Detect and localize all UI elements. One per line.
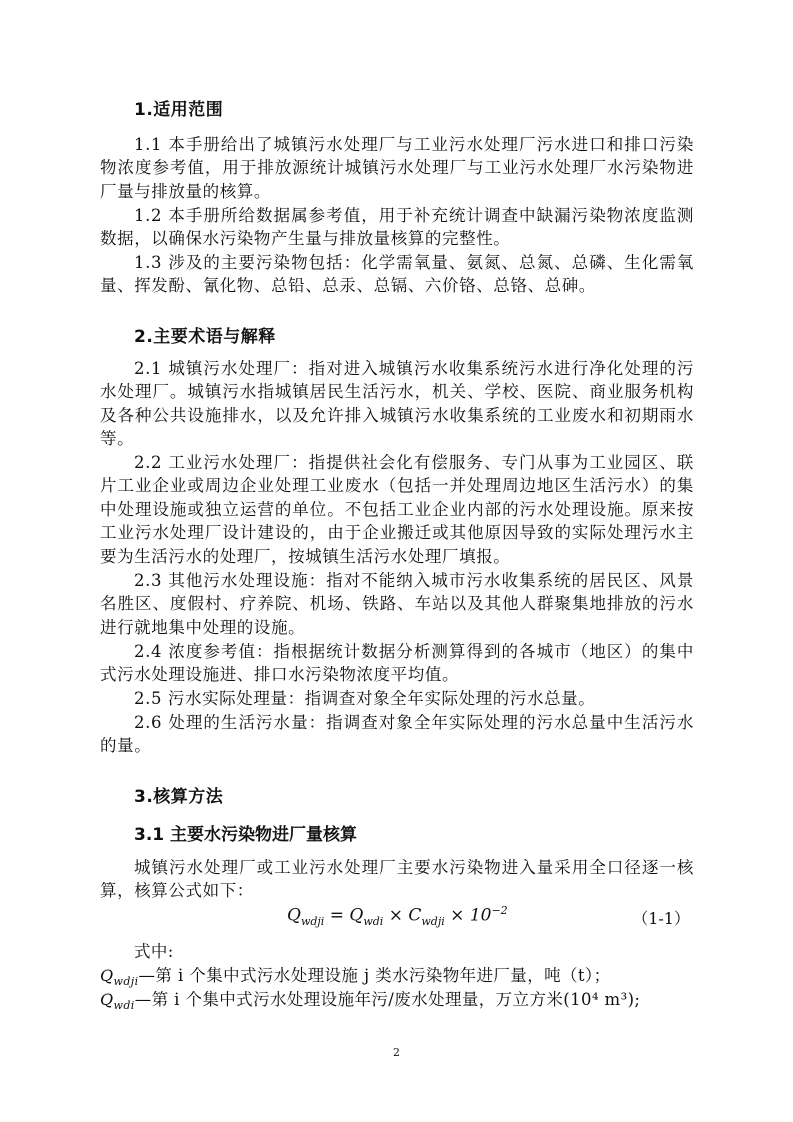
section-1-heading: 1.适用范围 bbox=[134, 100, 224, 120]
paragraph-2-1: 2.1 城镇污水处理厂：指对进入城镇污水收集系统污水进行净化处理的污水处理厂。城镇污水指城镇居民生活污水，机关、学校、医院、商业服务机构及各种公共设施排水，以及允许排入城镇污水收集系统的工业废水和初期雨水等。 bbox=[100, 359, 694, 449]
section-3-heading: 3.核算方法 bbox=[134, 787, 224, 807]
equation-formula: $Q_{wdji} = Q_{wdi} \times C_{wdji} \times 10^{-2}$ bbox=[287, 904, 508, 929]
paragraph-1-1: 1.1 本手册给出了城镇污水处理厂与工业污水处理厂污水进口和排口污染物浓度参考值，用于排放源统计城镇污水处理厂与工业污水处理厂水污染物进厂量与排放量的核算。 bbox=[100, 135, 694, 201]
definition-q-wdi bbox=[100, 986, 640, 1012]
paragraph-2-5: 2.5 污水实际处理量：指调查对象全年实际处理的污水总量。 bbox=[134, 689, 596, 708]
where-label: 式中: bbox=[134, 942, 174, 961]
paragraph-2-2: 2.2 工业污水处理厂：指提供社会化有偿服务、专门从事为工业园区、联片工业企业或周边企业处理工业废水（包括一并处理周边地区生活污水）的集中处理设施或独立运营的单位。不包括工业企业内部的污水处理设施。原来按工业污水处理厂设计建设的，由于企业搬迁或其他原因导致的实际处理污水主要为生活污水的处理厂，按城镇生活污水处理厂填报。 bbox=[100, 453, 694, 566]
definition-q-wdji-text: —第 i 个集中式污水处理设施 j 类水污染物年进厂量，吨（t）； bbox=[138, 966, 611, 985]
definition-q-wdi-text: —第 i 个集中式污水处理设施年污/废水处理量，万立方米(10⁴ m³); bbox=[134, 990, 641, 1009]
paragraph-2-6: 2.6 处理的生活污水量：指调查对象全年实际处理的污水总量中生活污水的量。 bbox=[100, 713, 694, 756]
section-2-heading: 2.主要术语与解释 bbox=[134, 327, 276, 347]
equation-number: （1-1） bbox=[632, 909, 690, 928]
page-number: 2 bbox=[393, 1046, 400, 1059]
equation-1-1 bbox=[100, 904, 694, 932]
paragraph-1-3: 1.3 涉及的主要污染物包括：化学需氧量、氨氮、总氮、总磷、生化需氧量、挥发酚、氰化物、总铅、总汞、总镉、六价铬、总铬、总砷。 bbox=[100, 253, 694, 296]
definition-q-wdji bbox=[100, 962, 610, 988]
section-3-1-heading: 3.1 主要水污染物进厂量核算 bbox=[134, 825, 358, 845]
paragraph-2-3: 2.3 其他污水处理设施：指对不能纳入城市污水收集系统的居民区、风景名胜区、度假村、疗养院、机场、铁路、车站以及其他人群聚集地排放的污水进行就地集中处理的设施。 bbox=[100, 571, 694, 637]
paragraph-1-2: 1.2 本手册所给数据属参考值，用于补充统计调查中缺漏污染物浓度监测数据，以确保水污染物产生量与排放量核算的完整性。 bbox=[100, 206, 694, 249]
symbol-q-wdji: $Q_{wdji}$ bbox=[100, 966, 139, 989]
paragraph-2-4: 2.4 浓度参考值：指根据统计数据分析测算得到的各城市（地区）的集中式污水处理设施进、排口水污染物浓度平均值。 bbox=[100, 642, 694, 685]
paragraph-3-1: 城镇污水处理厂或工业污水处理厂主要水污染物进入量采用全口径逐一核算，核算公式如下： bbox=[100, 858, 694, 901]
symbol-q-wdi: $Q_{wdi}$ bbox=[100, 990, 135, 1013]
